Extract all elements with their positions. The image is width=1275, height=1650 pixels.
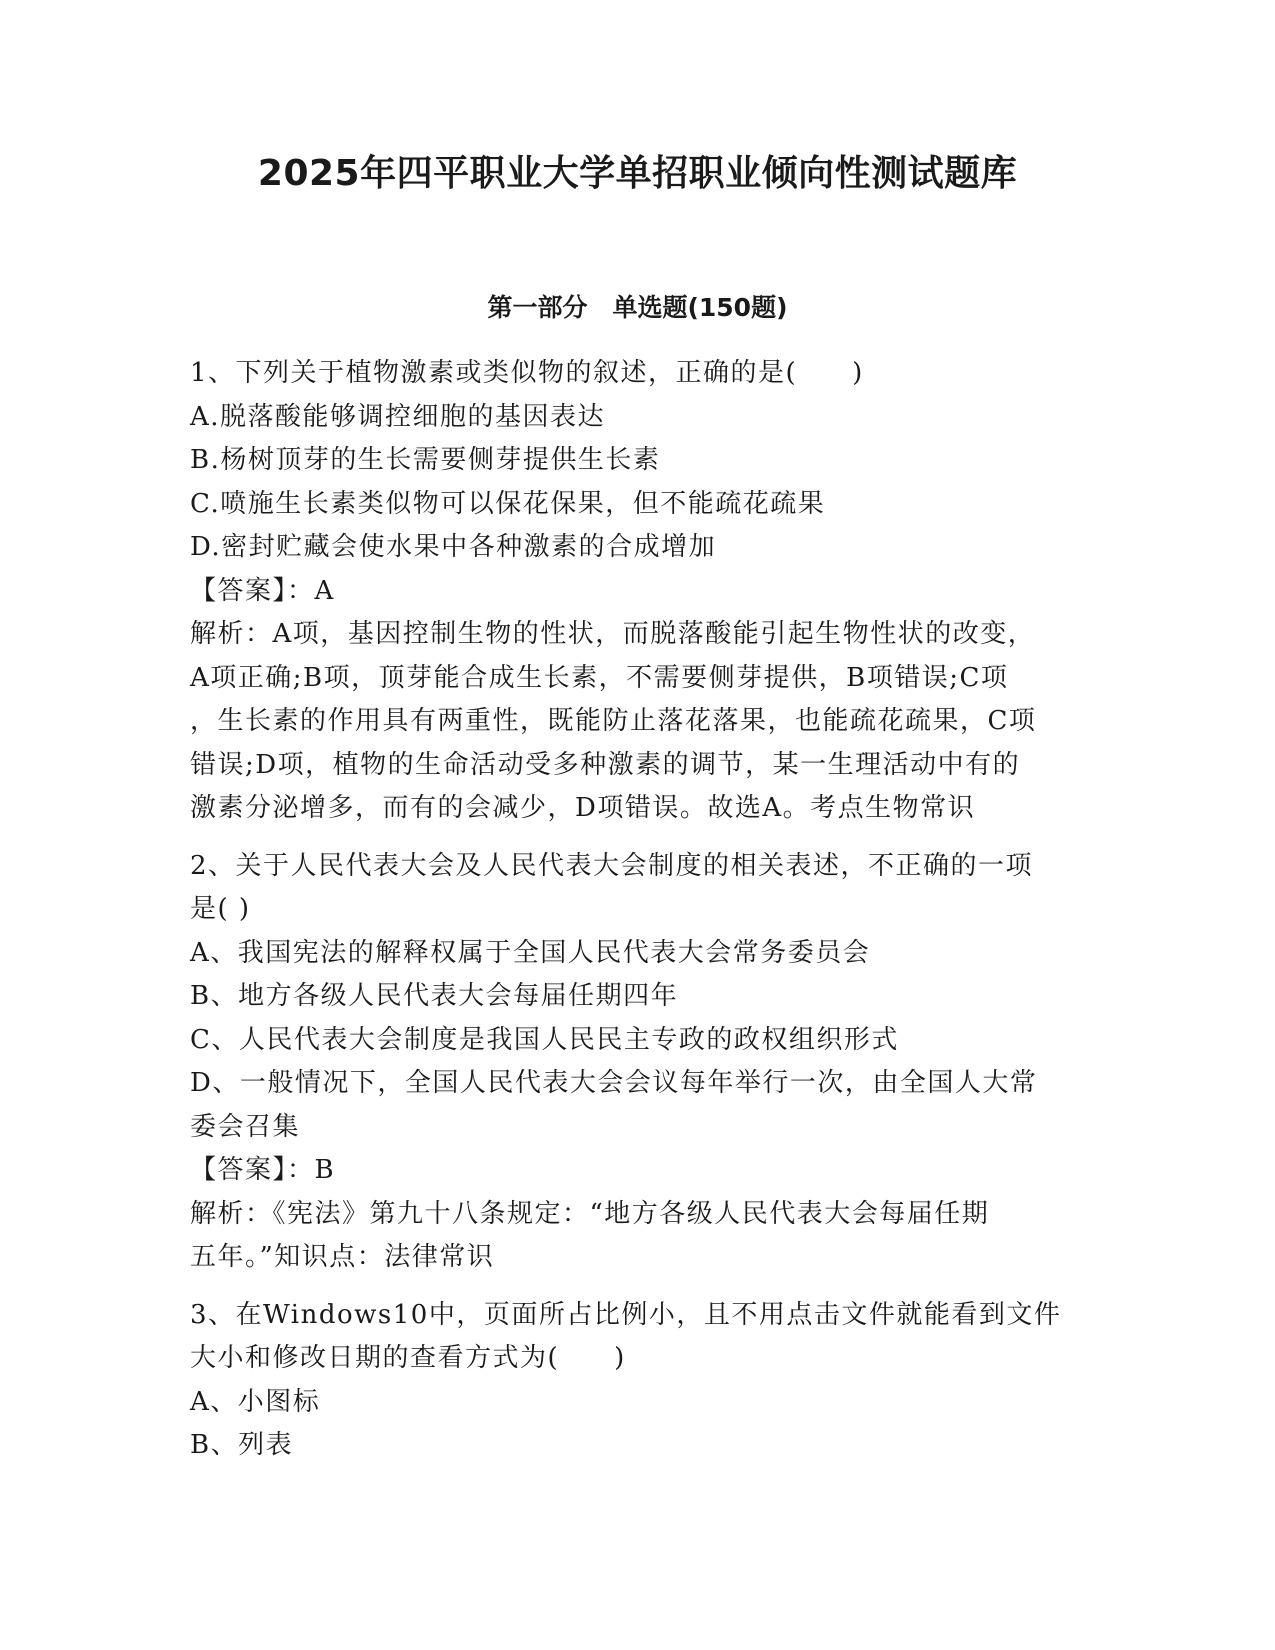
question-block-3 bbox=[190, 1294, 1090, 1468]
explanation-line: 解析：A项，基因控制生物的性状，而脱落酸能引起生物性状的改变， bbox=[190, 619, 1036, 649]
explanation-line: 激素分泌增多，而有的会减少，D项错误。故选A。考点生物常识 bbox=[190, 793, 976, 823]
question-stem: 2、关于人民代表大会及人民代表大会制度的相关表述，不正确的一项 bbox=[190, 850, 1034, 881]
spacer bbox=[190, 831, 1090, 845]
answer-line: 【答案】：B bbox=[190, 1155, 336, 1185]
question-stem: 1、下列关于植物激素或类似物的叙述，正确的是( ) bbox=[190, 358, 864, 388]
question-stem: 是( ) bbox=[190, 894, 251, 924]
option-c: C、人民代表大会制度是我国人民民主专政的政权组织形式 bbox=[190, 1024, 899, 1055]
explanation-line: A项正确;B项，顶芽能合成生长素，不需要侧芽提供，B项错误;C项 bbox=[190, 662, 1009, 693]
spacer bbox=[190, 1280, 1090, 1294]
option-d: D、一般情况下，全国人民代表大会会议每年举行一次，由全国人大常 bbox=[190, 1068, 1038, 1098]
option-d: D.密封贮藏会使水果中各种激素的合成增加 bbox=[190, 532, 717, 562]
document-body bbox=[190, 352, 1090, 1468]
question-block-1 bbox=[190, 352, 1090, 831]
question-block-2 bbox=[190, 845, 1090, 1280]
option-a: A.脱落酸能够调控细胞的基因表达 bbox=[190, 401, 606, 432]
option-d: 委会召集 bbox=[190, 1111, 301, 1142]
option-b: B、地方各级人民代表大会每届任期四年 bbox=[190, 981, 679, 1011]
document-title: 2025年四平职业大学单招职业倾向性测试题库 bbox=[257, 153, 1018, 194]
option-c: C.喷施生长素类似物可以保花保果，但不能疏花疏果 bbox=[190, 488, 826, 519]
question-stem: 大小和修改日期的查看方式为( ) bbox=[190, 1343, 626, 1373]
explanation-line: 五年。”知识点：法律常识 bbox=[190, 1242, 495, 1272]
question-stem: 3、在Windows10中，页面所占比例小，且不用点击文件就能看到文件 bbox=[190, 1299, 1062, 1330]
explanation-line: 错误;D项，植物的生命活动受多种激素的调节，某一生理活动中有的 bbox=[190, 749, 1021, 780]
option-b: B.杨树顶芽的生长需要侧芽提供生长素 bbox=[190, 445, 661, 475]
explanation-line: 解析：《宪法》第九十八条规定：“地方各级人民代表大会每届任期 bbox=[190, 1198, 990, 1229]
section-title: 第一部分 单选题(150题) bbox=[487, 293, 788, 322]
explanation-line: ，生长素的作用具有两重性，既能防止落花落果，也能疏花疏果，C项 bbox=[190, 706, 1037, 736]
answer-line: 【答案】：A bbox=[190, 575, 335, 606]
option-b: B、列表 bbox=[190, 1430, 294, 1460]
option-a: A、我国宪法的解释权属于全国人民代表大会常务委员会 bbox=[190, 937, 871, 968]
option-a: A、小图标 bbox=[190, 1386, 321, 1417]
